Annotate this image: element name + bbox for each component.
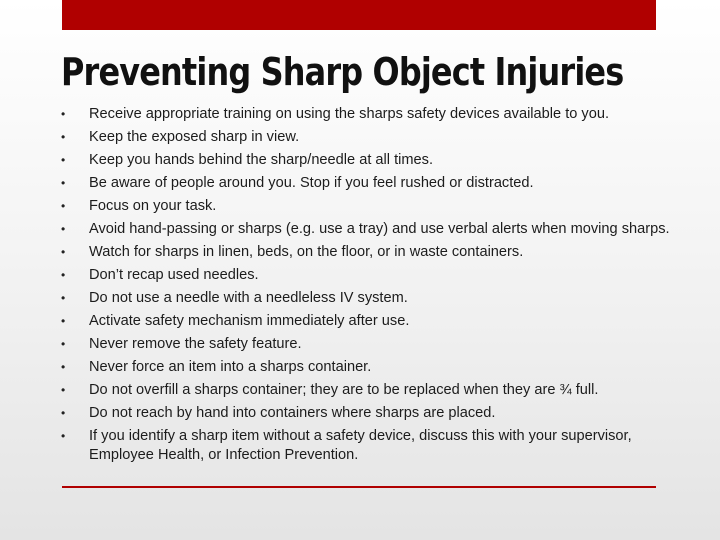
bullet-text: Receive appropriate training on using the sharps safety devices available to you.	[89, 106, 610, 122]
bullet-text: Activate safety mechanism immediately after use.	[89, 313, 410, 329]
bullet-text: Avoid hand-passing or sharps (e.g. use a tray) and use verbal alerts when moving sharps.	[89, 221, 670, 237]
bullet-item	[61, 358, 671, 377]
bullet-icon: •	[61, 337, 66, 351]
bullet-icon: •	[61, 429, 66, 443]
bullet-text: If you identify a sharp item without a safety device, discuss this with your supervisor, Employee Health, or Infection Prevention.	[89, 428, 632, 463]
bullet-item	[61, 381, 671, 400]
bullet-item	[61, 266, 671, 285]
bullet-icon: •	[61, 153, 66, 167]
bullet-icon: •	[61, 314, 66, 328]
bullet-icon: •	[61, 291, 66, 305]
bullet-item	[61, 335, 671, 354]
bullet-list	[61, 105, 671, 469]
bullet-text: Focus on your task.	[89, 198, 217, 214]
bullet-text: Keep the exposed sharp in view.	[89, 129, 300, 145]
bullet-text: Keep you hands behind the sharp/needle at all times.	[89, 152, 434, 168]
bullet-item	[61, 174, 671, 193]
bullet-item	[61, 151, 671, 170]
top-accent-bar	[62, 0, 656, 30]
bullet-icon: •	[61, 107, 66, 121]
bullet-item	[61, 128, 671, 147]
bullet-icon: •	[61, 245, 66, 259]
bullet-icon: •	[61, 176, 66, 190]
bullet-text: Do not overfill a sharps container; they are to be replaced when they are ¾ full.	[89, 382, 599, 398]
bullet-icon: •	[61, 268, 66, 282]
bullet-text: Never remove the safety feature.	[89, 336, 302, 352]
bullet-icon: •	[61, 360, 66, 374]
bullet-item	[61, 105, 671, 124]
bottom-accent-line	[62, 486, 656, 488]
bullet-icon: •	[61, 222, 66, 236]
bullet-text: Do not use a needle with a needleless IV system.	[89, 290, 408, 306]
bullet-item	[61, 243, 671, 262]
bullet-icon: •	[61, 383, 66, 397]
bullet-item	[61, 427, 671, 465]
bullet-item	[61, 197, 671, 216]
bullet-text: Watch for sharps in linen, beds, on the floor, or in waste containers.	[89, 244, 524, 260]
bullet-icon: •	[61, 406, 66, 420]
slide-title: Preventing Sharp Object Injuries	[61, 50, 624, 94]
bullet-text: Never force an item into a sharps container.	[89, 359, 372, 375]
bullet-text: Do not reach by hand into containers where sharps are placed.	[89, 405, 496, 421]
bullet-item	[61, 289, 671, 308]
bullet-item	[61, 404, 671, 423]
bullet-text: Be aware of people around you. Stop if you feel rushed or distracted.	[89, 175, 534, 191]
bullet-item	[61, 220, 671, 239]
bullet-item	[61, 312, 671, 331]
bullet-icon: •	[61, 130, 66, 144]
bullet-icon: •	[61, 199, 66, 213]
bullet-text: Don’t recap used needles.	[89, 267, 259, 283]
